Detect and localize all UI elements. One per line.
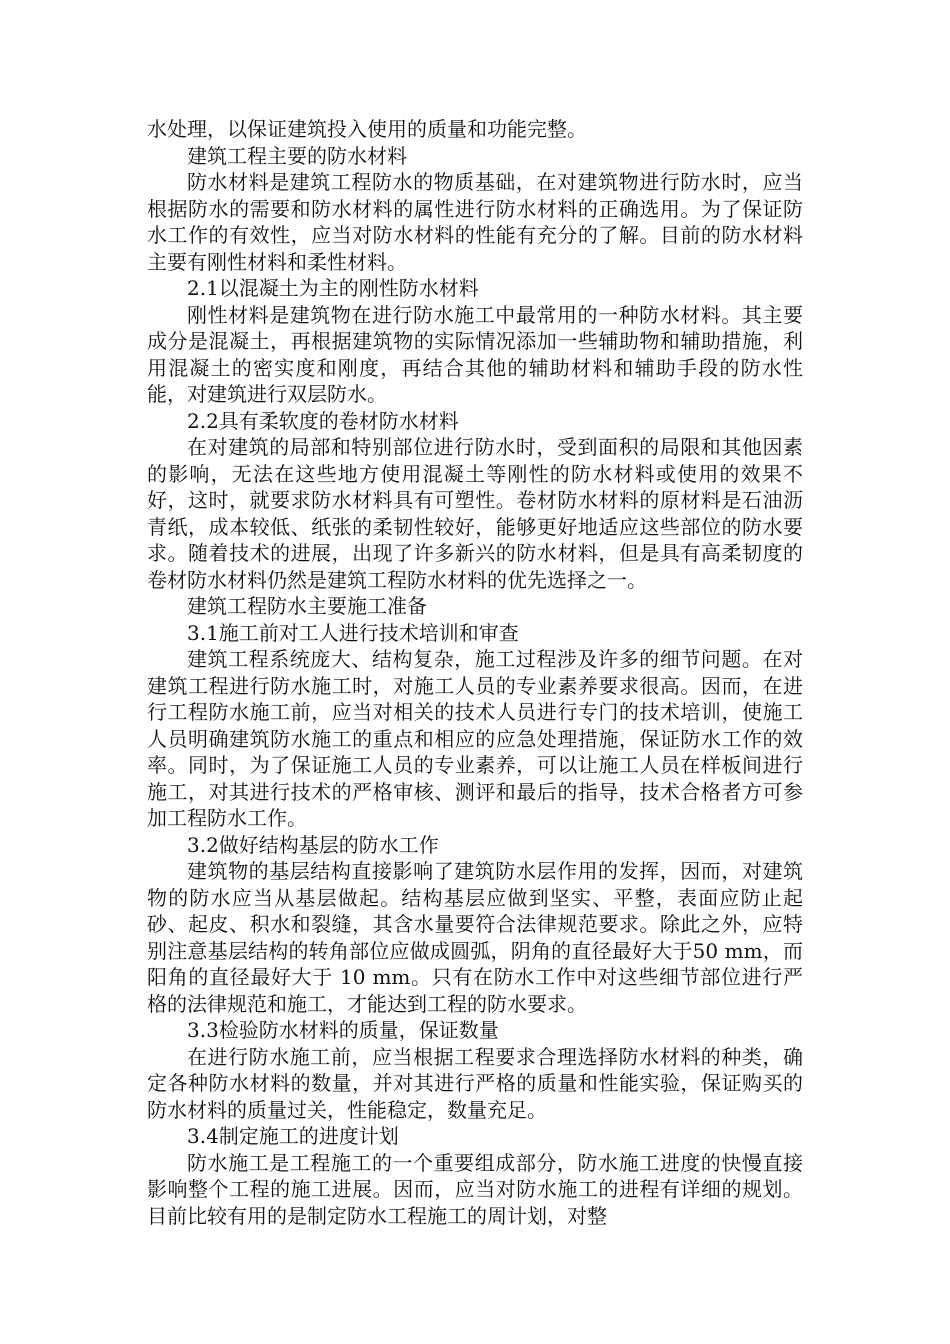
paragraph-materials-intro: 防水材料是建筑工程防水的物质基础，在对建筑物进行防水时，应当根据防水的需要和防水材料的属性进行防水材料的正确选用。为了保证防水工作的有效性，应当对防水材料的性能有充分的了解。目前的防水材料主要有刚性材料和柔性材料。 bbox=[147, 170, 803, 274]
subsection-heading-3-4: 3.4制定施工的进度计划 bbox=[187, 1124, 399, 1148]
paragraph-material-inspection: 在进行防水施工前，应当根据工程要求合理选择防水材料的种类，确定各种防水材料的数量，并对其进行严格的质量和性能实验，保证购买的防水材料的质量过关，性能稳定，数量充足。 bbox=[147, 1044, 803, 1122]
subsection-heading-3-2: 3.2做好结构基层的防水工作 bbox=[187, 832, 439, 857]
subsection-heading-3-1: 3.1施工前对工人进行技术培训和审查 bbox=[187, 620, 519, 645]
paragraph-schedule: 防水施工是工程施工的一个重要组成部分，防水施工进度的快慢直接影响整个工程的施工进展。因而，应当对防水施工的进程有详细的规划。目前比较有用的是制定防水工程施工的周计划，对整 bbox=[147, 1150, 803, 1228]
subsection-heading-2-2: 2.2具有柔软度的卷材防水材料 bbox=[187, 408, 459, 433]
paragraph-continued: 水处理，以保证建筑投入使用的质量和功能完整。 bbox=[147, 117, 587, 141]
paragraph-rigid-materials: 刚性材料是建筑物在进行防水施工中最常用的一种防水材料。其主要成分是混凝土，再根据建筑物的实际情况添加一些辅助物和辅助措施，利用混凝土的密实度和刚度，再结合其他的辅助材料和辅助手段的防水性能，对建筑进行双层防水。 bbox=[147, 302, 803, 406]
paragraph-training: 建筑工程系统庞大、结构复杂，施工过程涉及许多的细节问题。在对建筑工程进行防水施工时，对施工人员的专业素养要求很高。因而，在进行工程防水施工前，应当对相关的技术人员进行专门的技术培训，使施工人员明确建筑防水施工的重点和相应的应急处理措施，保证防水工作的效率。同时，为了保证施工人员的专业素养，可以让施工人员在样板间进行施工，对其进行技术的严格审核、测评和最后的指导，技术合格者方可参加工程防水工作。 bbox=[147, 647, 803, 830]
subsection-heading-3-3: 3.3检验防水材料的质量，保证数量 bbox=[187, 1018, 499, 1042]
section-heading-preparation: 建筑工程防水主要施工准备 bbox=[187, 594, 427, 618]
paragraph-roll-materials: 在对建筑的局部和特别部位进行防水时，受到面积的局限和其他因素的影响，无法在这些地方使用混凝土等刚性的防水材料或使用的效果不好，这时，就要求防水材料具有可塑性。卷材防水材料的原材料是石油沥青纸，成本较低、纸张的柔韧性较好，能够更好地适应这些部位的防水要求。随着技术的进展，出现了许多新兴的防水材料，但是具有高柔韧度的卷材防水材料仍然是建筑工程防水材料的优先选择之一。 bbox=[147, 435, 803, 592]
paragraph-base-layer: 建筑物的基层结构直接影响了建筑防水层作用的发挥，因而，对建筑物的防水应当从基层做起。结构基层应做到坚实、平整，表面应防止起砂、起皮、积水和裂缝，其含水量要符合法律规范要求。除此之外，应特别注意基层结构的转角部位应做成圆弧，阴角的直径最好大于50 mm，而阳角的直径最好大于 10 mm。只有在防水工作中对这些细节部位进行严格的法律规范和施工，才能达到工程的防水要求。 bbox=[147, 859, 803, 1016]
document-page bbox=[147, 116, 803, 1229]
subsection-heading-2-1: 2.1以混凝土为主的刚性防水材料 bbox=[187, 276, 479, 300]
section-heading-materials: 建筑工程主要的防水材料 bbox=[187, 143, 407, 168]
